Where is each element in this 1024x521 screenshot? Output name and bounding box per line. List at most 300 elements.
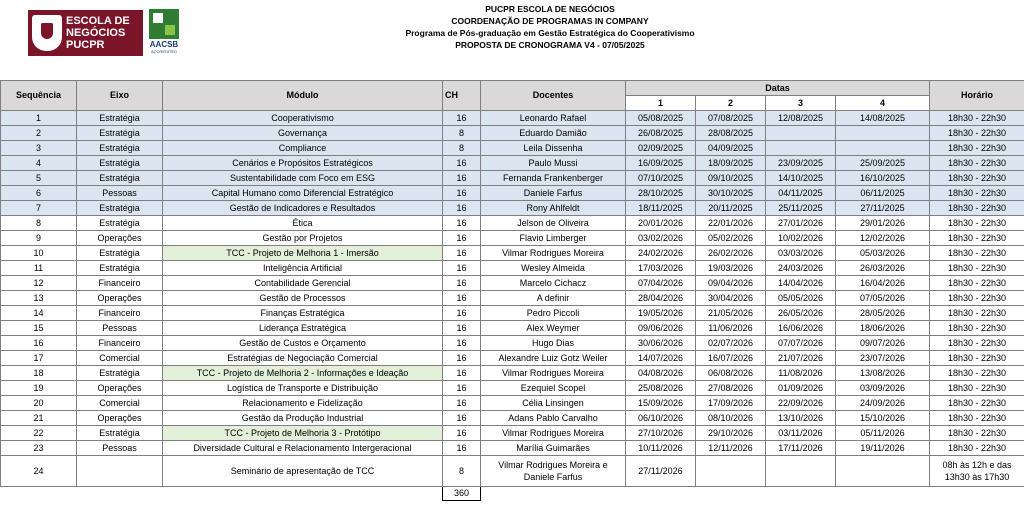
cell-ch: 16 [443,321,481,336]
cell-seq: 15 [1,321,77,336]
cell-docente: Leila Dissenha [481,141,626,156]
cell-horario: 18h30 - 22h30 [930,156,1024,171]
cell-seq: 1 [1,111,77,126]
cell-d3: 03/03/2026 [766,246,836,261]
cell-docente: Leonardo Rafael [481,111,626,126]
cell-d2: 02/07/2026 [696,336,766,351]
cell-d1: 05/08/2025 [626,111,696,126]
cell-d2: 29/10/2026 [696,426,766,441]
cell-horario: 18h30 - 22h30 [930,381,1024,396]
document-header [360,3,740,51]
cell-docente: Jelson de Oliveira [481,216,626,231]
cell-docente: Vilmar Rodrigues Moreira e Daniele Farfus [481,456,626,487]
cell-modulo: Inteligência Artificial [163,261,443,276]
cell-d1: 20/01/2026 [626,216,696,231]
table-row [1,426,1024,441]
cell-d3: 11/08/2026 [766,366,836,381]
cell-horario: 18h30 - 22h30 [930,171,1024,186]
cell-d4: 07/05/2026 [836,291,930,306]
cell-ch: 16 [443,366,481,381]
cell-d2: 17/09/2026 [696,396,766,411]
col-header-date-1: 1 [626,96,696,111]
cell-seq: 11 [1,261,77,276]
table-row [1,456,1024,487]
cell-eixo: Pessoas [77,186,163,201]
cell-d1: 10/11/2026 [626,441,696,456]
cell-ch: 16 [443,186,481,201]
cell-seq: 3 [1,141,77,156]
cell-modulo: Compliance [163,141,443,156]
cell-d3: 05/05/2026 [766,291,836,306]
cell-d4: 15/10/2026 [836,411,930,426]
cell-d4: 19/11/2026 [836,441,930,456]
cell-ch: 16 [443,111,481,126]
cell-d2: 04/09/2025 [696,141,766,156]
cell-d2: 26/02/2026 [696,246,766,261]
cell-modulo: TCC - Projeto de Melhoria 3 - Protótipo [163,426,443,441]
cell-eixo: Comercial [77,351,163,366]
cell-d1: 30/06/2026 [626,336,696,351]
aacsb-text: AACSB [149,40,179,49]
empty-cell [163,487,443,501]
cell-docente: Pedro Piccoli [481,306,626,321]
cell-d1: 07/04/2026 [626,276,696,291]
cell-modulo: Relacionamento e Fidelização [163,396,443,411]
cell-modulo: Logística de Transporte e Distribuição [163,381,443,396]
cell-d4: 12/02/2026 [836,231,930,246]
cell-d3: 25/11/2025 [766,201,836,216]
cell-eixo: Estratégia [77,216,163,231]
cell-ch: 16 [443,261,481,276]
cell-d4: 16/04/2026 [836,276,930,291]
cell-modulo: Gestão por Projetos [163,231,443,246]
cell-eixo: Estratégia [77,426,163,441]
cell-eixo: Estratégia [77,156,163,171]
cell-d3: 01/09/2026 [766,381,836,396]
cell-modulo: Gestão de Indicadores e Resultados [163,201,443,216]
table-row [1,321,1024,336]
cell-horario: 18h30 - 22h30 [930,366,1024,381]
cell-d2: 11/06/2026 [696,321,766,336]
header-line-4: PROPOSTA DE CRONOGRAMA V4 - 07/05/2025 [455,40,645,50]
cell-d3: 04/11/2025 [766,186,836,201]
cell-seq: 23 [1,441,77,456]
cell-horario: 18h30 - 22h30 [930,111,1024,126]
cell-d1: 28/10/2025 [626,186,696,201]
cell-modulo: Sustentabilidade com Foco em ESG [163,171,443,186]
cell-eixo: Comercial [77,396,163,411]
logo-line-1: ESCOLA DE [66,15,130,27]
cell-eixo: Estratégia [77,141,163,156]
cell-d3: 14/10/2025 [766,171,836,186]
cell-seq: 9 [1,231,77,246]
cell-d2: 09/10/2025 [696,171,766,186]
cell-d4: 23/07/2026 [836,351,930,366]
cell-docente: Daniele Farfus [481,186,626,201]
cell-seq: 18 [1,366,77,381]
cell-docente: Vilmar Rodrigues Moreira [481,426,626,441]
empty-cell [696,487,766,501]
cell-horario: 18h30 - 22h30 [930,201,1024,216]
cell-ch: 16 [443,426,481,441]
cell-modulo: Cooperativismo [163,111,443,126]
cell-docente: Vilmar Rodrigues Moreira [481,366,626,381]
table-row [1,156,1024,171]
cell-eixo: Estratégia [77,366,163,381]
cell-d4: 05/03/2026 [836,246,930,261]
cell-docente: Célia Linsingen [481,396,626,411]
empty-cell [1,487,77,501]
cell-d1: 02/09/2025 [626,141,696,156]
cell-eixo [77,456,163,487]
cell-ch: 16 [443,171,481,186]
cell-docente: Vilmar Rodrigues Moreira [481,246,626,261]
table-row [1,171,1024,186]
table-row [1,381,1024,396]
cell-d3: 03/11/2026 [766,426,836,441]
cell-docente: Paulo Mussi [481,156,626,171]
cell-d2: 06/08/2026 [696,366,766,381]
cell-docente: Rony Ahlfeldt [481,201,626,216]
cell-modulo: Estratégias de Negociação Comercial [163,351,443,366]
cell-docente: Alexandre Luiz Gotz Weiler [481,351,626,366]
cell-eixo: Operações [77,381,163,396]
cell-d1: 06/10/2026 [626,411,696,426]
cell-ch: 16 [443,411,481,426]
cell-d2: 30/10/2025 [696,186,766,201]
table-row [1,366,1024,381]
cell-seq: 17 [1,351,77,366]
cell-modulo: Diversidade Cultural e Relacionamento Intergeracional [163,441,443,456]
cell-d3: 17/11/2026 [766,441,836,456]
cell-seq: 2 [1,126,77,141]
cell-ch: 8 [443,141,481,156]
cell-modulo: Contabilidade Gerencial [163,276,443,291]
cell-d1: 15/09/2026 [626,396,696,411]
aacsb-subtext: ACCREDITED [150,49,177,54]
cell-seq: 10 [1,246,77,261]
table-row [1,276,1024,291]
cell-ch: 8 [443,456,481,487]
cell-modulo: Gestão da Produção Industrial [163,411,443,426]
cell-d1: 19/05/2026 [626,306,696,321]
cell-docente: Wesley Almeida [481,261,626,276]
schedule-table [0,80,1024,501]
cell-d3 [766,456,836,487]
cell-docente: Alex Weymer [481,321,626,336]
cell-d3: 24/03/2026 [766,261,836,276]
cell-d2: 18/09/2025 [696,156,766,171]
cell-docente: Adans Pablo Carvalho [481,411,626,426]
cell-ch: 16 [443,351,481,366]
cell-d4: 29/01/2026 [836,216,930,231]
table-body [1,111,1024,501]
cell-horario: 18h30 - 22h30 [930,246,1024,261]
cell-d2: 09/04/2026 [696,276,766,291]
cell-eixo: Operações [77,231,163,246]
cell-modulo: Capital Humano como Diferencial Estratégico [163,186,443,201]
cell-horario: 18h30 - 22h30 [930,306,1024,321]
cell-horario: 18h30 - 22h30 [930,276,1024,291]
cell-d1: 17/03/2026 [626,261,696,276]
cell-eixo: Estratégia [77,261,163,276]
cell-horario: 18h30 - 22h30 [930,231,1024,246]
cell-docente: A definir [481,291,626,306]
cell-docente: Ezequiel Scopel [481,381,626,396]
cell-eixo: Estratégia [77,201,163,216]
cell-modulo: Finanças Estratégica [163,306,443,321]
cell-seq: 22 [1,426,77,441]
cell-d1: 27/11/2026 [626,456,696,487]
table-row [1,291,1024,306]
cell-d2: 20/11/2025 [696,201,766,216]
cell-eixo: Pessoas [77,441,163,456]
cell-ch: 8 [443,126,481,141]
col-header-eixo: Eixo [77,81,163,111]
header-line-1: PUCPR ESCOLA DE NEGÓCIOS [485,4,615,14]
cell-eixo: Estratégia [77,246,163,261]
cell-ch: 16 [443,231,481,246]
table-row [1,126,1024,141]
empty-cell [481,487,626,501]
col-header-datas: Datas [626,81,930,96]
table-row [1,261,1024,276]
table-row [1,396,1024,411]
cell-d3: 23/09/2025 [766,156,836,171]
cell-eixo: Financeiro [77,306,163,321]
cell-horario: 18h30 - 22h30 [930,321,1024,336]
cell-d4: 28/05/2026 [836,306,930,321]
cell-d3: 26/05/2026 [766,306,836,321]
cell-eixo: Pessoas [77,321,163,336]
cell-d3: 16/06/2026 [766,321,836,336]
cell-ch: 16 [443,201,481,216]
cell-d1: 09/06/2026 [626,321,696,336]
cell-d3: 07/07/2026 [766,336,836,351]
table-row [1,141,1024,156]
cell-d2: 07/08/2025 [696,111,766,126]
table-row [1,186,1024,201]
cell-d2: 21/05/2026 [696,306,766,321]
cell-seq: 19 [1,381,77,396]
cell-d4 [836,126,930,141]
empty-cell [766,487,836,501]
cell-d2: 12/11/2026 [696,441,766,456]
cell-d3: 22/09/2026 [766,396,836,411]
cell-d4: 03/09/2026 [836,381,930,396]
col-header-date-2: 2 [696,96,766,111]
cell-modulo: Liderança Estratégica [163,321,443,336]
cell-d4: 24/09/2026 [836,396,930,411]
cell-d4: 05/11/2026 [836,426,930,441]
cell-eixo: Estratégia [77,111,163,126]
cell-horario: 18h30 - 22h30 [930,141,1024,156]
col-header-horario: Horário [930,81,1024,111]
cell-docente: Fernanda Frankenberger [481,171,626,186]
cell-d1: 03/02/2026 [626,231,696,246]
cell-d4 [836,141,930,156]
cell-seq: 14 [1,306,77,321]
cell-d3 [766,141,836,156]
cell-d4: 26/03/2026 [836,261,930,276]
cell-modulo: Gestão de Processos [163,291,443,306]
cell-ch: 16 [443,306,481,321]
table-row [1,111,1024,126]
col-header-docentes: Docentes [481,81,626,111]
cell-horario: 18h30 - 22h30 [930,426,1024,441]
cell-seq: 13 [1,291,77,306]
cell-modulo: Governança [163,126,443,141]
cell-seq: 16 [1,336,77,351]
aacsb-logo [147,9,181,57]
cell-d3 [766,126,836,141]
cell-d4: 13/08/2026 [836,366,930,381]
col-header-seq: Sequência [1,81,77,111]
cell-ch: 16 [443,336,481,351]
cell-d3: 10/02/2026 [766,231,836,246]
cell-d2: 16/07/2026 [696,351,766,366]
empty-cell [626,487,696,501]
cell-d2: 22/01/2026 [696,216,766,231]
total-row [1,487,1024,501]
cell-docente: Eduardo Damião [481,126,626,141]
logo-line-3: PUCPR [66,39,105,51]
table-row [1,351,1024,366]
cell-seq: 4 [1,156,77,171]
total-ch: 360 [443,487,481,501]
cell-d4: 16/10/2025 [836,171,930,186]
table-row [1,306,1024,321]
cell-d2: 05/02/2026 [696,231,766,246]
cell-seq: 21 [1,411,77,426]
cell-ch: 16 [443,396,481,411]
cell-horario: 18h30 - 22h30 [930,396,1024,411]
cell-horario: 08h às 12h e das 13h30 às 17h30 [930,456,1024,487]
cell-seq: 20 [1,396,77,411]
cell-horario: 18h30 - 22h30 [930,411,1024,426]
table-row [1,201,1024,216]
col-header-ch: CH [443,81,481,111]
cell-modulo: Cenários e Propósitos Estratégicos [163,156,443,171]
cell-horario: 18h30 - 22h30 [930,336,1024,351]
cell-d2: 30/04/2026 [696,291,766,306]
cell-eixo: Financeiro [77,336,163,351]
cell-d1: 27/10/2026 [626,426,696,441]
cell-docente: Flavio Limberger [481,231,626,246]
table-header-row [1,81,1024,96]
table-row [1,336,1024,351]
cell-ch: 16 [443,276,481,291]
cell-seq: 7 [1,201,77,216]
cell-ch: 16 [443,441,481,456]
cell-modulo: TCC - Projeto de Melhoria 1 - Imersão [163,246,443,261]
cell-ch: 16 [443,381,481,396]
cell-seq: 6 [1,186,77,201]
cell-eixo: Financeiro [77,276,163,291]
empty-cell [836,487,930,501]
cell-seq: 12 [1,276,77,291]
logo-area [28,9,181,57]
cell-d1: 24/02/2026 [626,246,696,261]
cell-horario: 18h30 - 22h30 [930,186,1024,201]
cell-eixo: Operações [77,291,163,306]
cell-d3: 12/08/2025 [766,111,836,126]
cell-d3: 13/10/2026 [766,411,836,426]
cell-d1: 07/10/2025 [626,171,696,186]
col-header-date-4: 4 [836,96,930,111]
cell-d2 [696,456,766,487]
cell-d1: 16/09/2025 [626,156,696,171]
cell-d1: 14/07/2026 [626,351,696,366]
cell-eixo: Estratégia [77,126,163,141]
cell-eixo: Operações [77,411,163,426]
cell-ch: 16 [443,156,481,171]
cell-horario: 18h30 - 22h30 [930,351,1024,366]
cell-d4: 27/11/2025 [836,201,930,216]
empty-cell [77,487,163,501]
empty-cell [930,487,1024,501]
logo-line-2: NEGÓCIOS [66,27,126,39]
crest-icon [32,15,62,51]
cell-horario: 18h30 - 22h30 [930,261,1024,276]
cell-ch: 16 [443,216,481,231]
cell-d2: 19/03/2026 [696,261,766,276]
cell-d4: 14/08/2025 [836,111,930,126]
cell-d4: 25/09/2025 [836,156,930,171]
cell-d3: 27/01/2026 [766,216,836,231]
col-header-date-3: 3 [766,96,836,111]
table-row [1,246,1024,261]
header-line-3: Programa de Pós-graduação em Gestão Estratégica do Cooperativismo [405,28,695,38]
cell-d1: 25/08/2026 [626,381,696,396]
cell-modulo: TCC - Projeto de Melhoria 2 - Informações e Ideação [163,366,443,381]
cell-docente: Hugo Dias [481,336,626,351]
cell-d4: 18/06/2026 [836,321,930,336]
pucpr-logo [28,10,143,56]
cell-modulo: Ética [163,216,443,231]
table-row [1,231,1024,246]
cell-d4 [836,456,930,487]
cell-d1: 26/08/2025 [626,126,696,141]
cell-seq: 24 [1,456,77,487]
cell-docente: Marcelo Cichacz [481,276,626,291]
cell-modulo: Seminário de apresentação de TCC [163,456,443,487]
header-line-2: COORDENAÇÃO DE PROGRAMAS IN COMPANY [451,16,649,26]
cell-modulo: Gestão de Custos e Orçamento [163,336,443,351]
cell-d2: 27/08/2026 [696,381,766,396]
cell-ch: 16 [443,246,481,261]
cell-d3: 14/04/2026 [766,276,836,291]
cell-d3: 21/07/2026 [766,351,836,366]
cell-docente: Marília Guimarães [481,441,626,456]
col-header-modulo: Módulo [163,81,443,111]
aacsb-icon [149,9,179,39]
cell-eixo: Estratégia [77,171,163,186]
table-row [1,411,1024,426]
table-row [1,441,1024,456]
table-row [1,216,1024,231]
cell-d4: 06/11/2025 [836,186,930,201]
cell-horario: 18h30 - 22h30 [930,126,1024,141]
cell-horario: 18h30 - 22h30 [930,291,1024,306]
cell-seq: 5 [1,171,77,186]
cell-horario: 18h30 - 22h30 [930,441,1024,456]
cell-d1: 18/11/2025 [626,201,696,216]
cell-d4: 09/07/2026 [836,336,930,351]
cell-d1: 04/08/2026 [626,366,696,381]
cell-d2: 08/10/2026 [696,411,766,426]
cell-d1: 28/04/2026 [626,291,696,306]
